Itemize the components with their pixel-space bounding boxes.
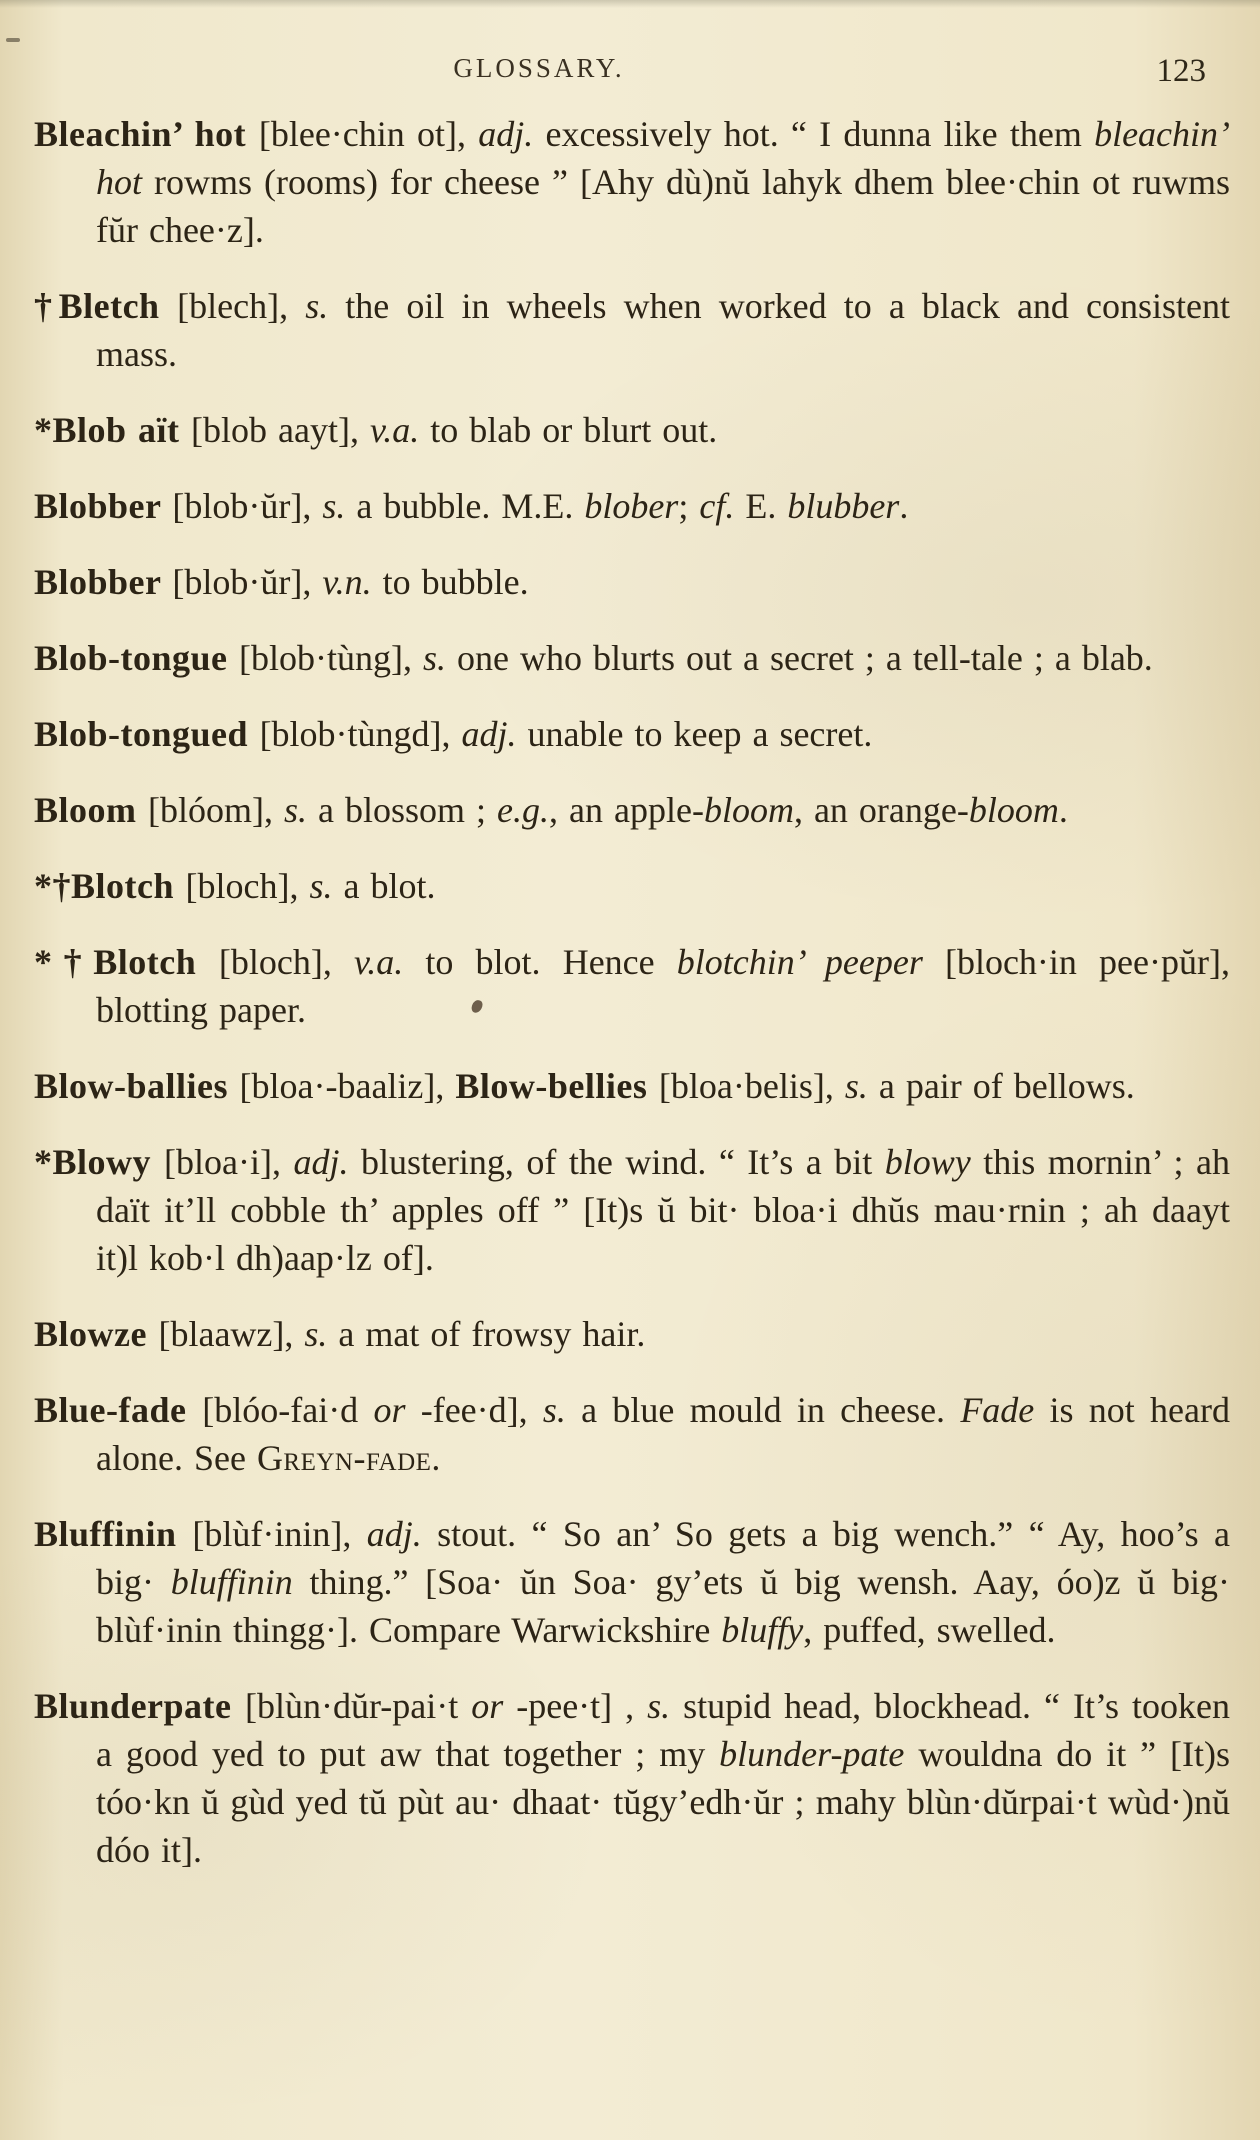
entry-text: s. bbox=[542, 1390, 566, 1430]
entry-text: s. bbox=[322, 486, 346, 526]
entry-text: s. bbox=[309, 866, 333, 906]
entry-text: bloom bbox=[703, 790, 794, 830]
headword: Blunderpate bbox=[34, 1686, 246, 1726]
entry-text: blustering, of the wind. “ It’s a bit bbox=[348, 1142, 885, 1182]
entry-text: adj. bbox=[461, 714, 517, 754]
entry-text: s. bbox=[305, 286, 329, 326]
entry-text: [bloa·i], bbox=[164, 1142, 294, 1182]
headword: Blow-ballies bbox=[34, 1066, 240, 1106]
entry-text: , an orange- bbox=[793, 790, 969, 830]
running-title: GLOSSARY. bbox=[453, 53, 625, 83]
entry-text: a pair of bellows. bbox=[867, 1066, 1135, 1106]
entry-text: a mat of frowsy hair. bbox=[327, 1314, 646, 1354]
entry-text: s. bbox=[284, 790, 308, 830]
entry-text: bleachin’ hot bbox=[96, 114, 1231, 202]
entry-text: ; bbox=[678, 486, 700, 526]
glossary-entry bbox=[34, 1062, 1230, 1110]
entry-text: adj. bbox=[366, 1514, 422, 1554]
entry-text: cf. bbox=[699, 486, 735, 526]
entry-text: blowy bbox=[884, 1142, 971, 1182]
headword: Blobber bbox=[34, 486, 173, 526]
entry-text: -fee·d], bbox=[405, 1390, 543, 1430]
entry-text: bluffinin bbox=[170, 1562, 293, 1602]
glossary-entry bbox=[34, 710, 1230, 758]
page-number: 123 bbox=[1156, 53, 1206, 89]
entry-text: E. bbox=[734, 486, 788, 526]
entry-text: is not heard alone. See bbox=[96, 1390, 1230, 1478]
glossary-entry bbox=[34, 558, 1230, 606]
entry-text: . bbox=[1058, 790, 1068, 830]
entry-text: , an apple- bbox=[549, 790, 704, 830]
headword: *†Blotch bbox=[34, 866, 186, 906]
entry-text: v.n. bbox=[322, 562, 372, 602]
entry-text: Fade bbox=[960, 1390, 1035, 1430]
entry-text: excessively hot. “ I dunna like them bbox=[533, 114, 1095, 154]
entry-text: . bbox=[899, 486, 909, 526]
glossary-entry bbox=[34, 1510, 1230, 1654]
entry-text: blunder-pate bbox=[719, 1734, 905, 1774]
entry-text: [blóom], bbox=[148, 790, 284, 830]
entry-text: a blue mould in cheese. bbox=[565, 1390, 961, 1430]
entry-text: adj. bbox=[478, 114, 534, 154]
glossary-entry bbox=[34, 938, 1230, 1034]
entry-text: s. bbox=[304, 1314, 328, 1354]
entry-text: blotchin’ peeper bbox=[676, 942, 923, 982]
entry-text: [blob·ŭr], bbox=[172, 562, 323, 602]
headword: Bleachin’ hot bbox=[34, 114, 259, 154]
entry-text: [bloa·belis], bbox=[658, 1066, 845, 1106]
entry-text: s. bbox=[647, 1686, 671, 1726]
entry-text: [blùf·inin], bbox=[192, 1514, 367, 1554]
entry-text: . bbox=[431, 1438, 441, 1478]
entry-text: to blab or blurt out. bbox=[419, 410, 718, 450]
headword: Blow-bellies bbox=[455, 1066, 659, 1106]
entry-text: [blob·ŭr], bbox=[172, 486, 323, 526]
entry-text: to blot. Hence bbox=[403, 942, 677, 982]
entry-text: s. bbox=[844, 1066, 868, 1106]
entry-text: rowms (rooms) for cheese ” [Ahy dù)nŭ lahyk dhem blee·chin ot ruwms fŭr chee·z]. bbox=[96, 162, 1230, 250]
margin-pencil-mark bbox=[6, 38, 20, 42]
glossary-entries bbox=[34, 110, 1230, 1874]
headword: *†Blotch bbox=[34, 942, 219, 982]
headword: Blue-fade bbox=[34, 1390, 203, 1430]
glossary-entry bbox=[34, 482, 1230, 530]
glossary-entry bbox=[34, 282, 1230, 378]
entry-text: [blob·tùng], bbox=[239, 638, 424, 678]
entry-text: [bloch], bbox=[185, 866, 310, 906]
headword: Blowze bbox=[34, 1314, 159, 1354]
entry-text: v.a. bbox=[353, 942, 404, 982]
entry-text: blubber bbox=[787, 486, 900, 526]
entry-text: adj. bbox=[293, 1142, 349, 1182]
headword: *Blowy bbox=[34, 1142, 164, 1182]
glossary-entry bbox=[34, 1138, 1230, 1282]
entry-text: bluffy bbox=[721, 1610, 804, 1650]
entry-text: a blossom ; bbox=[307, 790, 498, 830]
entry-text: one who blurts out a secret ; a tell-tale ; a blab. bbox=[446, 638, 1153, 678]
entry-text: wouldna do it ” [It)s tóo·kn ŭ gùd yed tŭ pùt au· dhaat· tŭgy’edh·ŭr ; mahy blùn·dŭrpai·t wùd·)nŭ dóo it]. bbox=[96, 1734, 1231, 1870]
entry-text: the oil in wheels when worked to a black and consistent mass. bbox=[96, 286, 1231, 374]
entry-text: stupid head, blockhead. “ It’s tooken a good yed to put aw that together ; my bbox=[96, 1686, 1230, 1774]
entry-text: , puffed, swelled. bbox=[803, 1610, 1056, 1650]
glossary-entry bbox=[34, 406, 1230, 454]
entry-text: stout. “ So an’ So gets a big wench.” “ Ay, hoo’s a big· bbox=[96, 1514, 1230, 1602]
entry-text: [blóo-fai·d bbox=[202, 1390, 374, 1430]
glossary-entry bbox=[34, 786, 1230, 834]
entry-text: -pee·t] , bbox=[503, 1686, 648, 1726]
entry-text: v.a. bbox=[369, 410, 420, 450]
page-header bbox=[34, 30, 1230, 89]
headword: Blob-tongue bbox=[34, 638, 240, 678]
entry-text: e.g. bbox=[497, 790, 550, 830]
glossary-entry bbox=[34, 1310, 1230, 1358]
glossary-entry bbox=[34, 634, 1230, 682]
entry-text: [blech], bbox=[177, 286, 306, 326]
entry-text: [bloch·in pee·pŭr], blotting paper. bbox=[96, 942, 1230, 1030]
entry-text: [blob aayt], bbox=[191, 410, 370, 450]
entry-text: a blot. bbox=[332, 866, 436, 906]
headword: *Blob aït bbox=[34, 410, 192, 450]
glossary-entry bbox=[34, 110, 1230, 254]
entry-text: or bbox=[373, 1390, 406, 1430]
entry-text: [blùn·dŭr-pai·t bbox=[245, 1686, 472, 1726]
entry-text: unable to keep a secret. bbox=[516, 714, 873, 754]
headword: Blob-tongued bbox=[34, 714, 260, 754]
headword: Bloom bbox=[34, 790, 149, 830]
entry-text: a bubble. M.E. bbox=[345, 486, 585, 526]
entry-text: or bbox=[471, 1686, 504, 1726]
entry-text: [blee·chin ot], bbox=[258, 114, 479, 154]
entry-text: [blaawz], bbox=[158, 1314, 305, 1354]
entry-text: blober bbox=[584, 486, 679, 526]
entry-text: [blob·tùngd], bbox=[259, 714, 462, 754]
entry-text: this mornin’ ; ah daït it’ll cobble th’ apples off ” [It)s ŭ bit· bloa·i dhŭs mau·rnin ; ah daayt it)l kob·l dh)aap·lz of]. bbox=[96, 1142, 1230, 1278]
glossary-entry bbox=[34, 1386, 1230, 1482]
entry-text: s. bbox=[423, 638, 447, 678]
entry-text: [bloa·-baaliz], bbox=[239, 1066, 456, 1106]
entry-text: [bloch], bbox=[218, 942, 354, 982]
entry-text: thing.” [Soa· ŭn Soa· gy’ets ŭ big wensh. Aay, óo)z ŭ big· blùf·inin thingg·]. Compare Warwickshire bbox=[96, 1562, 1230, 1650]
glossary-entry bbox=[34, 862, 1230, 910]
headword: †Bletch bbox=[34, 286, 178, 326]
glossary-entry bbox=[34, 1682, 1230, 1874]
headword: Blobber bbox=[34, 562, 173, 602]
entry-text: bloom bbox=[968, 790, 1059, 830]
entry-text: to bubble. bbox=[371, 562, 529, 602]
entry-text: Greyn-fade bbox=[256, 1438, 432, 1478]
headword: Bluffinin bbox=[34, 1514, 193, 1554]
